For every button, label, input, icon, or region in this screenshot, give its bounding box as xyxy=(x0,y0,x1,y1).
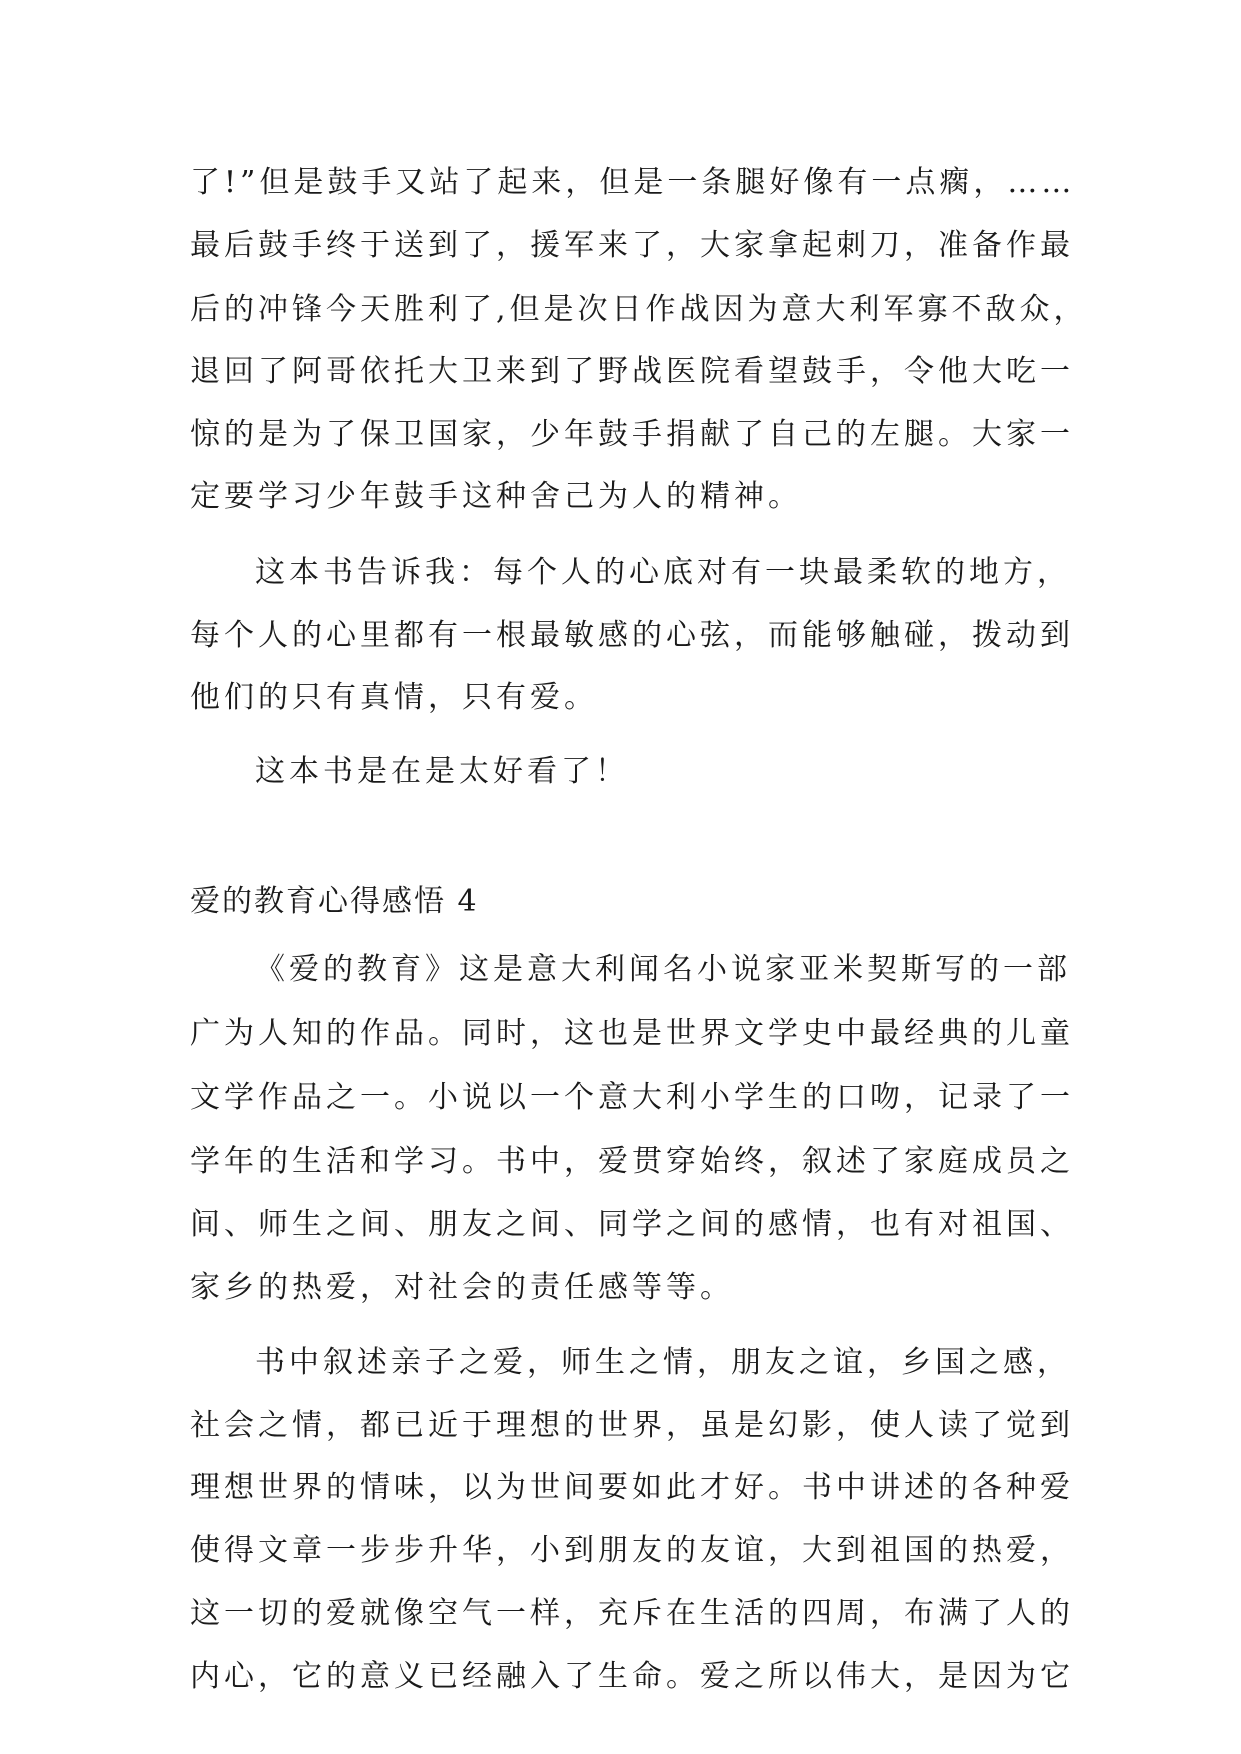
text-line: 《爱的教育》这是意大利闻名小说家亚米契斯写的一部 xyxy=(255,952,1071,987)
text-line: 退回了阿哥依托大卫来到了野战医院看望鼓手，令他大吃一 xyxy=(190,354,1074,389)
text-line: 这本书是在是太好看了！ xyxy=(255,754,629,789)
text-line: 家乡的热爱，对社会的责任感等等。 xyxy=(190,1270,734,1305)
text-line: 广为人知的作品。同时，这也是世界文学史中最经典的儿童 xyxy=(190,1016,1074,1051)
text-line: 学年的生活和学习。书中，爱贯穿始终，叙述了家庭成员之 xyxy=(190,1144,1074,1179)
text-line: 间、师生之间、朋友之间、同学之间的感情，也有对祖国、 xyxy=(190,1207,1074,1242)
text-line: 了!”但是鼓手又站了起来，但是一条腿好像有一点瘸，…… xyxy=(190,165,1076,200)
text-line: 每个人的心里都有一根最敏感的心弦，而能够触碰，拨动到 xyxy=(190,618,1074,653)
text-line: 惊的是为了保卫国家，少年鼓手捐献了自己的左腿。大家一 xyxy=(190,417,1074,452)
text-line: 他们的只有真情，只有爱。 xyxy=(190,680,598,715)
text-line: 书中叙述亲子之爱，师生之情，朋友之谊，乡国之感， xyxy=(255,1345,1071,1380)
text-line: 内心，它的意义已经融入了生命。爱之所以伟大，是因为它 xyxy=(190,1659,1074,1694)
text-line: 使得文章一步步升华，小到朋友的友谊，大到祖国的热爱， xyxy=(190,1533,1074,1568)
section-title: 爱的教育心得感悟 4 xyxy=(190,884,479,919)
text-line: 这一切的爱就像空气一样，充斥在生活的四周，布满了人的 xyxy=(190,1596,1074,1631)
text-line: 最后鼓手终于送到了，援军来了，大家拿起刺刀，准备作最 xyxy=(190,228,1074,263)
text-line: 这本书告诉我：每个人的心底对有一块最柔软的地方， xyxy=(255,555,1071,590)
text-line: 后的冲锋今天胜利了,但是次日作战因为意大利军寡不敌众， xyxy=(190,292,1088,327)
text-line: 定要学习少年鼓手这种舍己为人的精神。 xyxy=(190,479,802,514)
text-line: 社会之情，都已近于理想的世界，虽是幻影，使人读了觉到 xyxy=(190,1408,1074,1443)
text-line: 文学作品之一。小说以一个意大利小学生的口吻，记录了一 xyxy=(190,1080,1074,1115)
text-line: 理想世界的情味，以为世间要如此才好。书中讲述的各种爱 xyxy=(190,1470,1074,1505)
